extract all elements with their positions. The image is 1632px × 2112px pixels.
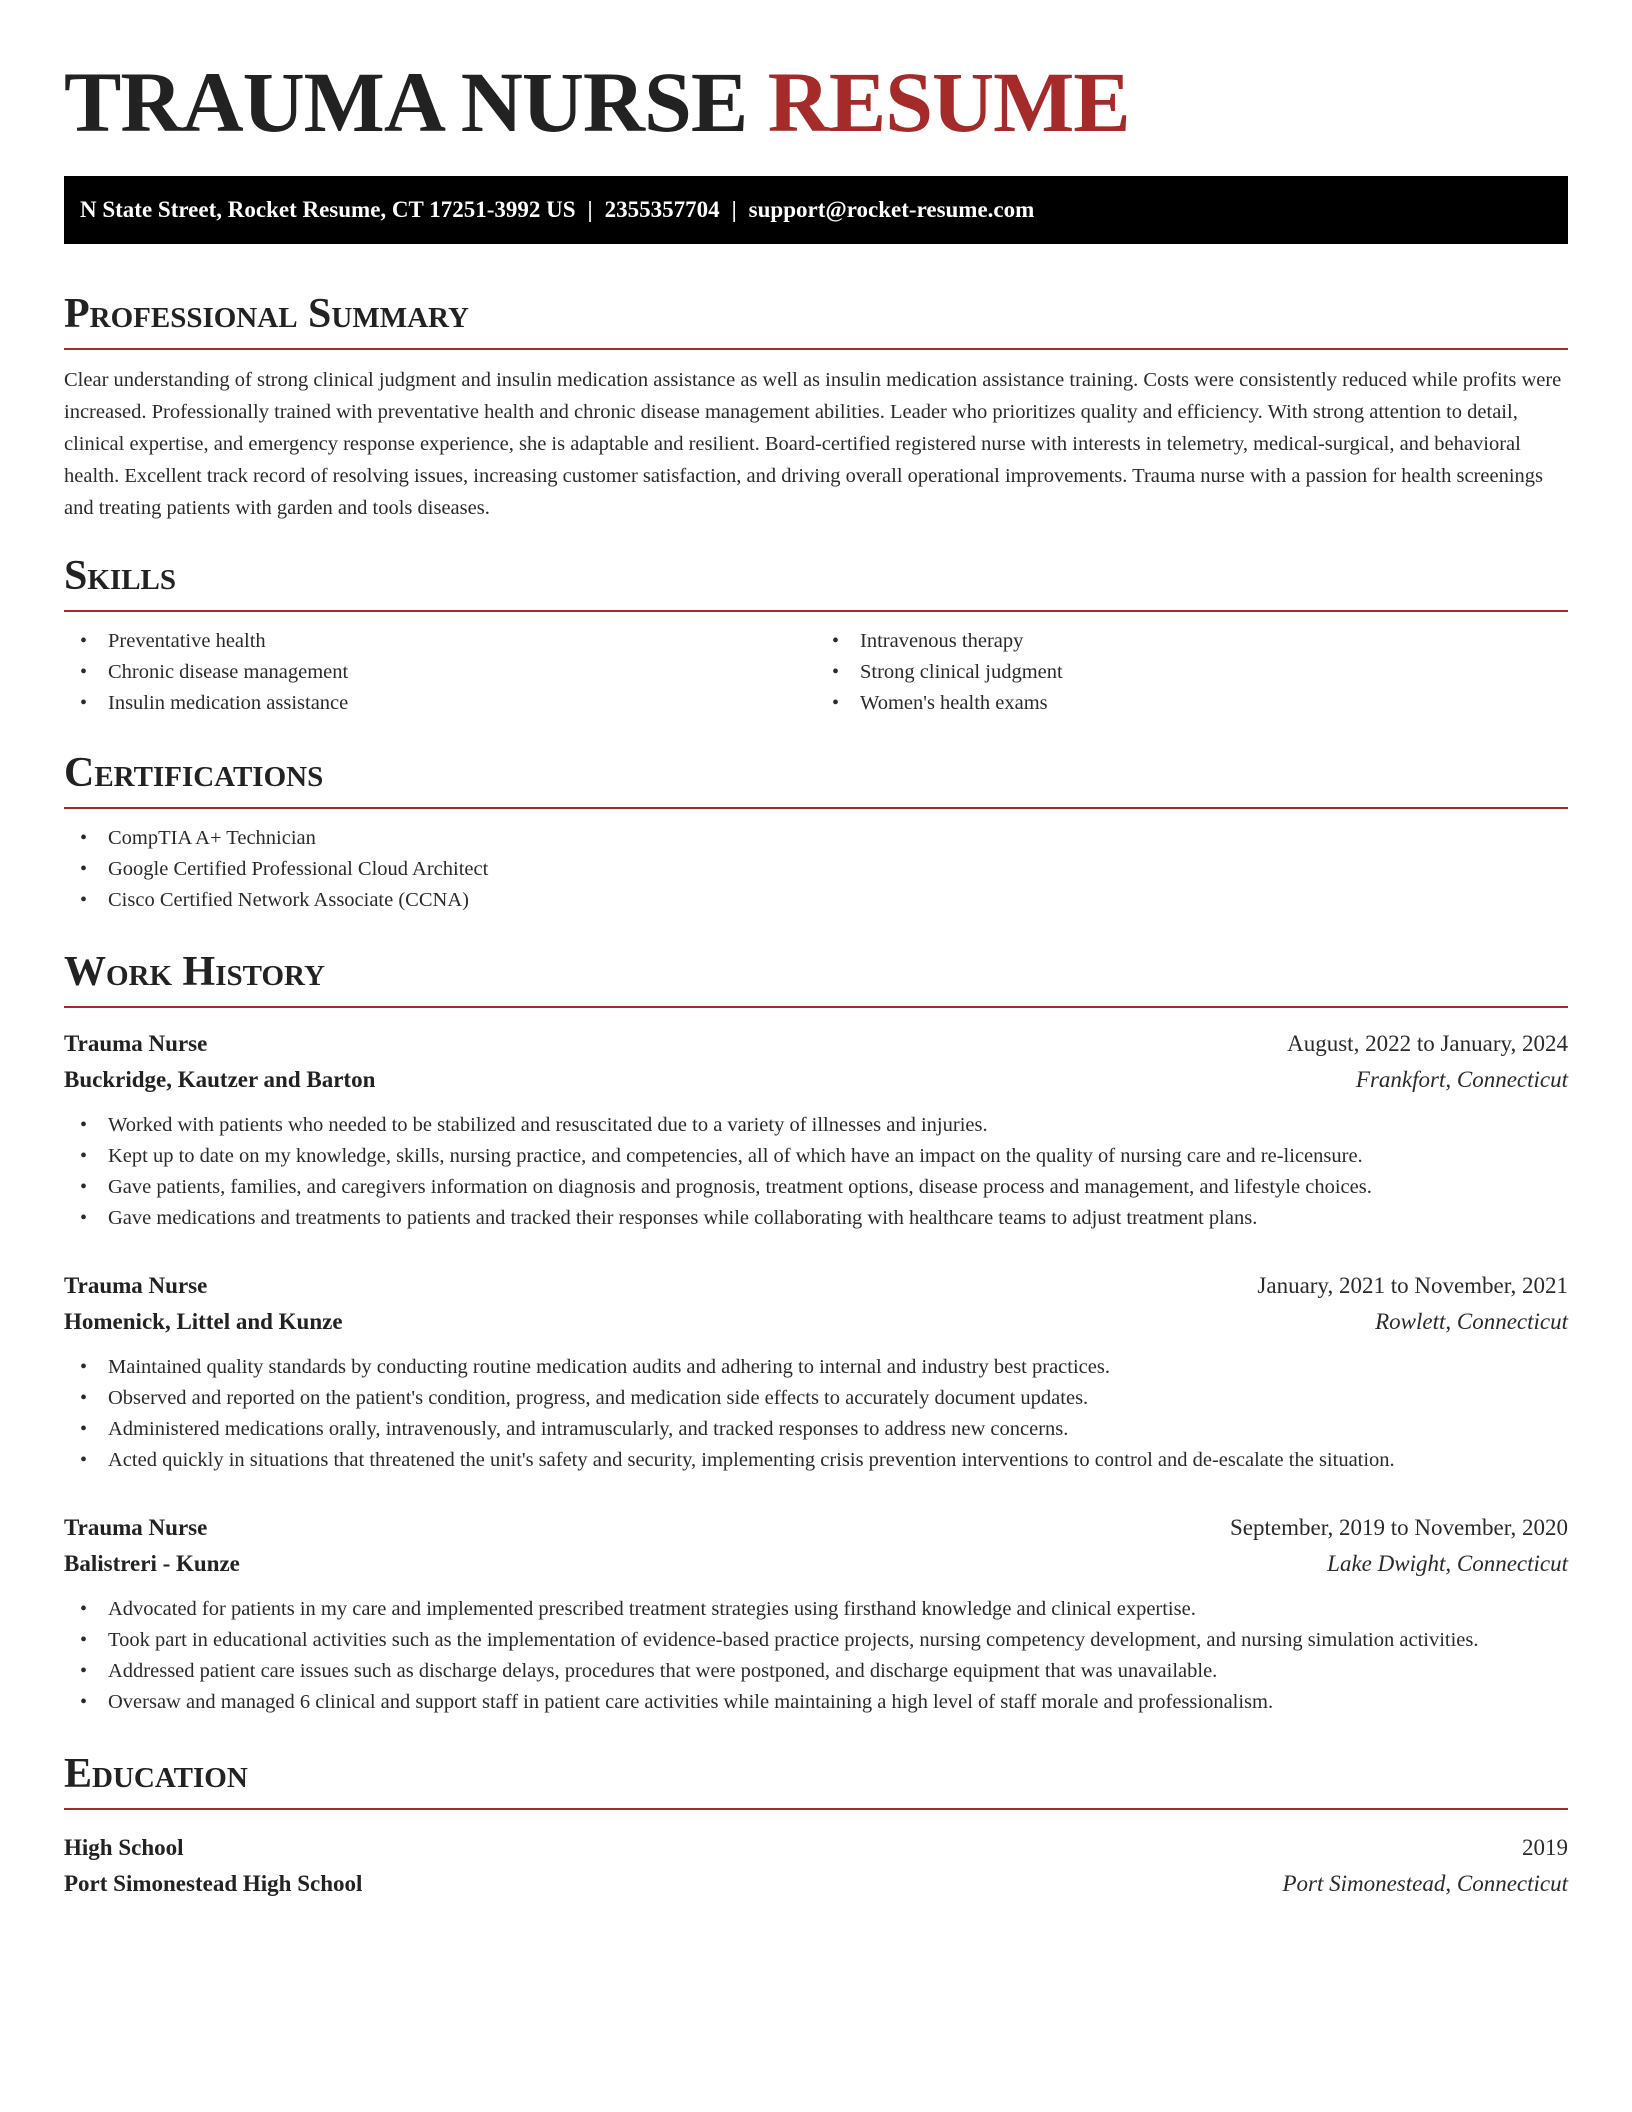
section-heading-skills: Skills [64,548,1568,612]
skill-item: • Strong clinical judgment [816,657,1568,688]
job-duty: • Gave patients, families, and caregivers information on diagnosis and prognosis, treatment options, disease process and management, and lifestyle choices. [64,1172,1568,1203]
skill-item: • Chronic disease management [64,657,816,688]
job-title-row [64,1510,1568,1546]
job-duty: • Observed and reported on the patient's condition, progress, and medication side effects to accurately document updates. [64,1383,1568,1414]
job-entry [64,1510,1568,1718]
job-entry [64,1268,1568,1476]
education-degree-row [64,1830,1568,1866]
contact-separator: | [731,197,737,222]
job-title: Trauma Nurse [64,1515,208,1540]
contact-bar [64,176,1568,244]
skills-column-right [816,626,1568,719]
section-heading-work-history: Work History [64,944,1568,1008]
education-location: Port Simonestead, Connecticut [1282,1871,1568,1896]
certifications-list [64,823,1568,916]
job-duty: • Gave medications and treatments to patients and tracked their responses while collaborating with healthcare teams to adjust treatment plans. [64,1203,1568,1234]
job-duty: • Took part in educational activities such as the implementation of evidence-based practice projects, nursing competency development, and nursing simulation activities. [64,1625,1568,1656]
title-main: TRAUMA NURSE [64,54,748,150]
section-heading-summary: Professional Summary [64,286,1568,350]
contact-phone[interactable]: 2355357704 [604,197,720,222]
education-school-row [64,1866,1568,1902]
skills-grid [64,626,1568,719]
job-duty: • Administered medications orally, intravenously, and intramuscularly, and tracked responses to address new concerns. [64,1414,1568,1445]
skills-column-left [64,626,816,719]
education-year: 2019 [1522,1835,1568,1860]
job-location: Frankfort, Connecticut [1355,1067,1568,1092]
job-location: Rowlett, Connecticut [1375,1309,1568,1334]
job-location: Lake Dwight, Connecticut [1327,1551,1568,1576]
skill-item: • Insulin medication assistance [64,688,816,719]
job-duty: • Advocated for patients in my care and implemented prescribed treatment strategies using firsthand knowledge and clinical expertise. [64,1594,1568,1625]
title-accent: RESUME [767,54,1130,150]
job-duty: • Worked with patients who needed to be stabilized and resuscitated due to a variety of illnesses and injuries. [64,1110,1568,1141]
job-title: Trauma Nurse [64,1031,208,1056]
job-dates: September, 2019 to November, 2020 [1230,1515,1568,1540]
job-duty: • Kept up to date on my knowledge, skills, nursing practice, and competencies, all of which have an impact on the quality of nursing care and re-licensure. [64,1141,1568,1172]
education-school: Port Simonestead High School [64,1871,363,1896]
certification-item: • Google Certified Professional Cloud Architect [64,854,1568,885]
job-duties-list [64,1352,1568,1476]
contact-address: N State Street, Rocket Resume, CT 17251-3992 US [80,197,576,222]
certification-item: • CompTIA A+ Technician [64,823,1568,854]
job-company-row [64,1546,1568,1582]
resume-title [64,0,1568,152]
contact-separator: | [587,197,593,222]
job-title: Trauma Nurse [64,1273,208,1298]
section-heading-certifications: Certifications [64,745,1568,809]
job-duty: • Addressed patient care issues such as discharge delays, procedures that were postponed, and discharge equipment that was unavailable. [64,1656,1568,1687]
job-company: Balistreri - Kunze [64,1551,240,1576]
job-entry [64,1026,1568,1234]
certification-item: • Cisco Certified Network Associate (CCNA) [64,885,1568,916]
job-duty: • Acted quickly in situations that threatened the unit's safety and security, implementing crisis prevention interventions to control and de-escalate the situation. [64,1445,1568,1476]
job-company-row [64,1304,1568,1340]
contact-email[interactable]: support@rocket-resume.com [748,197,1035,222]
skills-list-left [64,626,816,719]
summary-text: Clear understanding of strong clinical judgment and insulin medication assistance as well as insulin medication assistance training. Costs were consistently reduced while profits were increased. Professionally trained with preventative health and chronic disease management abilities. Leader who prioritizes quality and efficiency. With strong attention to detail, clinical expertise, and emergency response experience, she is adaptable and resilient. Board-certified registered nurse with interests in telemetry, medical-surgical, and behavioral health. Excellent track record of resolving issues, increasing customer satisfaction, and driving overall operational improvements. Trauma nurse with a passion for health screenings and treating patients with garden and tools diseases. [64,369,1562,519]
skill-item: • Preventative health [64,626,816,657]
section-heading-education: Education [64,1746,1568,1810]
job-company: Buckridge, Kautzer and Barton [64,1067,376,1092]
job-dates: January, 2021 to November, 2021 [1257,1273,1568,1298]
skill-item: • Intravenous therapy [816,626,1568,657]
job-duties-list [64,1110,1568,1234]
education-entry [64,1830,1568,1902]
job-dates: August, 2022 to January, 2024 [1287,1031,1568,1056]
job-duty: • Maintained quality standards by conducting routine medication audits and adhering to internal and industry best practices. [64,1352,1568,1383]
skill-item: • Women's health exams [816,688,1568,719]
job-company: Homenick, Littel and Kunze [64,1309,343,1334]
job-title-row [64,1268,1568,1304]
job-duties-list [64,1594,1568,1718]
education-degree: High School [64,1835,184,1860]
job-company-row [64,1062,1568,1098]
job-duty: • Oversaw and managed 6 clinical and support staff in patient care activities while maintaining a high level of staff morale and professionalism. [64,1687,1568,1718]
job-title-row [64,1026,1568,1062]
skills-list-right [816,626,1568,719]
